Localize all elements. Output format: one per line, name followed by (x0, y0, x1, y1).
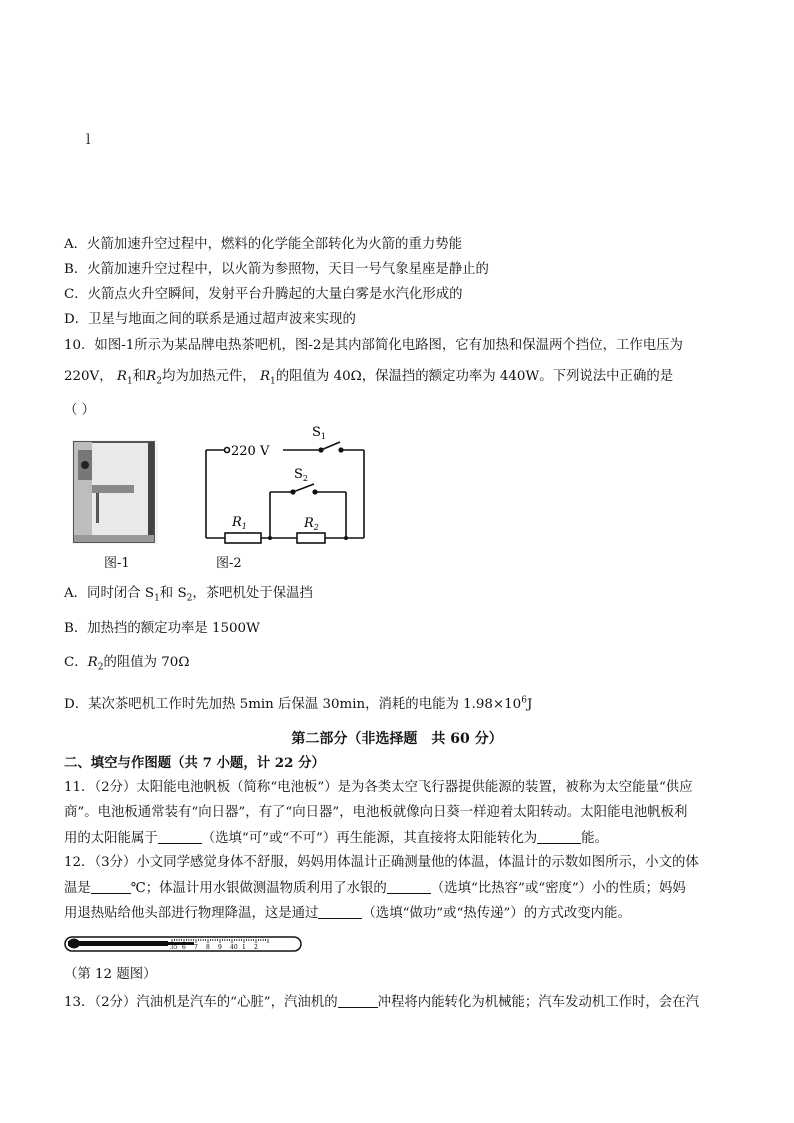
q13-line1-text-2: 冲程将内能转化为机械能；汽车发动机工作时，会在汽 (377, 995, 699, 1010)
r2-symbol: R (146, 369, 157, 384)
section-2-heading: 二、填空与作图题（共 7 小题，计 22 分） (64, 755, 325, 771)
r1-subscript-2: 1 (270, 376, 276, 387)
fig2-circuit-diagram (200, 420, 370, 546)
q11-line3-text-2: （选填“可”或“不可”）再生能源，其直接将太阳能转化为 (201, 831, 538, 846)
q10-option-d (64, 696, 532, 714)
q10-option-a-text-1: A．同时闭合 S (64, 586, 155, 601)
thermometer-scale-label: 35 (170, 944, 178, 951)
q11-line3 (64, 829, 608, 848)
q11-answer-blank-2[interactable] (537, 829, 581, 844)
q11-line1: 11．（2分）太阳能电池帆板（简称“电池板”）是为各类太空飞行器提供能源的装置，被称为太空能量“供应 (64, 780, 693, 795)
q12-answer-blank-3[interactable] (318, 904, 362, 919)
s1-subscript: 1 (154, 593, 160, 604)
q12-line1: 12．（3分）小文同学感觉身体不舒服，妈妈用体温计正确测量他的体温，体温计的示数如图所示，小文的体 (64, 855, 699, 870)
q9-option-a: A．火箭加速升空过程中，燃料的化学能全部转化为火箭的重力势能 (64, 237, 462, 252)
q12-line2-text-3: （选填“比热容”或“密度”）小的性质；妈妈 (430, 881, 686, 896)
q10-option-a (64, 585, 313, 603)
thermometer-scale-label: 1 (242, 944, 246, 951)
q10-option-a-text-2: 和 S (159, 586, 187, 601)
q10-voltage-text: 220V， (64, 369, 113, 384)
q10-option-d-text-2: J (526, 697, 533, 712)
scan-mark: l (86, 132, 91, 148)
r2-subscript-c: 2 (97, 662, 104, 673)
q10-stem-line2 (64, 368, 673, 386)
fig1-tea-machine-photo (72, 440, 158, 544)
q10-option-d-text-1: D．某次茶吧机工作时先加热 5min 后保温 30min，消耗的电能为 1.98×10 (64, 697, 522, 712)
q12-line2-text-2: ℃；体温计用水银做测温物质利用了水银的 (130, 881, 387, 896)
part2-title: 第二部分（非选择题 共 60 分） (291, 731, 503, 747)
q12-line2 (64, 879, 686, 898)
q12-line3 (64, 904, 631, 923)
q10-stem-line1: 10．如图-1所示为某品牌电热茶吧机，图-2是其内部简化电路图，它有加热和保温两个挡位，工作电压为 (64, 338, 683, 353)
q13-line1 (64, 993, 699, 1012)
fig2-caption: 图-2 (216, 556, 242, 571)
r1-symbol-2: R (259, 369, 271, 384)
q12-line2-text-1: 温是 (64, 881, 91, 896)
exponent: 6 (521, 695, 527, 706)
q10-text-c: 的阻值为 40Ω，保温挡的额定功率为 440W。下列说法中正确的是 (275, 369, 674, 384)
q12-answer-blank-2[interactable] (387, 879, 431, 894)
q10-option-a-text-3: ，茶吧机处于保温挡 (192, 586, 313, 601)
circuit-s2-label: $S_2$ (294, 467, 308, 483)
q12-answer-blank-1[interactable] (91, 879, 131, 894)
q9-option-b: B．火箭加速升空过程中，以火箭为参照物，天目一号气象星座是静止的 (64, 262, 489, 277)
q12-line3-text-1: 用退热贴给他头部进行物理降温，这是通过 (64, 906, 319, 921)
r1-subscript: 1 (126, 376, 133, 387)
thermometer-scale-label: 7 (194, 944, 198, 951)
thermometer-scale-label: 40 (230, 944, 238, 951)
circuit-r1-label: $R_1$ (232, 515, 247, 531)
circuit-s1-label: $S_1$ (312, 425, 326, 441)
q9-option-d: D．卫星与地面之间的联系是通过超声波来实现的 (64, 312, 356, 327)
q11-line3-text-1: 用的太阳能属于 (64, 831, 158, 846)
q12-line3-text-2: （选填“做功”或“热传递”）的方式改变内能。 (362, 906, 631, 921)
thermometer-figure (64, 930, 304, 956)
q10-option-c-text-1: C． (64, 655, 88, 670)
q10-answer-bracket: （ ） (64, 403, 96, 418)
thermometer-scale-label: 9 (218, 944, 222, 951)
r1-symbol: R (116, 369, 127, 384)
q10-text-b: 均为加热元件， (161, 369, 256, 384)
r2-subscript: 2 (156, 376, 162, 387)
thermometer-scale-label: 8 (206, 944, 210, 951)
thermometer-scale-label: 2 (254, 944, 258, 951)
thermometer-scale-label: 6 (182, 944, 186, 951)
circuit-voltage-label: 220 V (231, 444, 270, 459)
q11-line3-text-3: 能。 (581, 831, 608, 846)
s2-subscript: 2 (186, 593, 193, 604)
circuit-r2-label: $R_2$ (304, 516, 319, 532)
q11-answer-blank-1[interactable] (158, 829, 202, 844)
fig1-caption: 图-1 (104, 556, 130, 571)
q13-answer-blank-1[interactable] (338, 993, 378, 1008)
and-text: 和 (132, 369, 147, 384)
r2-symbol-c: R (87, 655, 98, 670)
q10-option-c-text-2: 的阻值为 70Ω (103, 655, 190, 670)
q10-option-c (64, 654, 189, 672)
q10-option-b: B．加热挡的额定功率是 1500W (64, 621, 260, 636)
q13-line1-text-1: 13．（2分）汽油机是汽车的“心脏”，汽油机的 (64, 995, 338, 1010)
q11-line2: 商”。电池板通常装有“向日器”，有了“向日器”，电池板就像向日葵一样迎着太阳转动。太阳能电池帆板利 (64, 805, 688, 820)
q9-option-c: C．火箭点火升空瞬间，发射平台升腾起的大量白雾是水汽化形成的 (64, 287, 463, 302)
q12-figure-caption: （第 12 题图） (64, 967, 157, 982)
